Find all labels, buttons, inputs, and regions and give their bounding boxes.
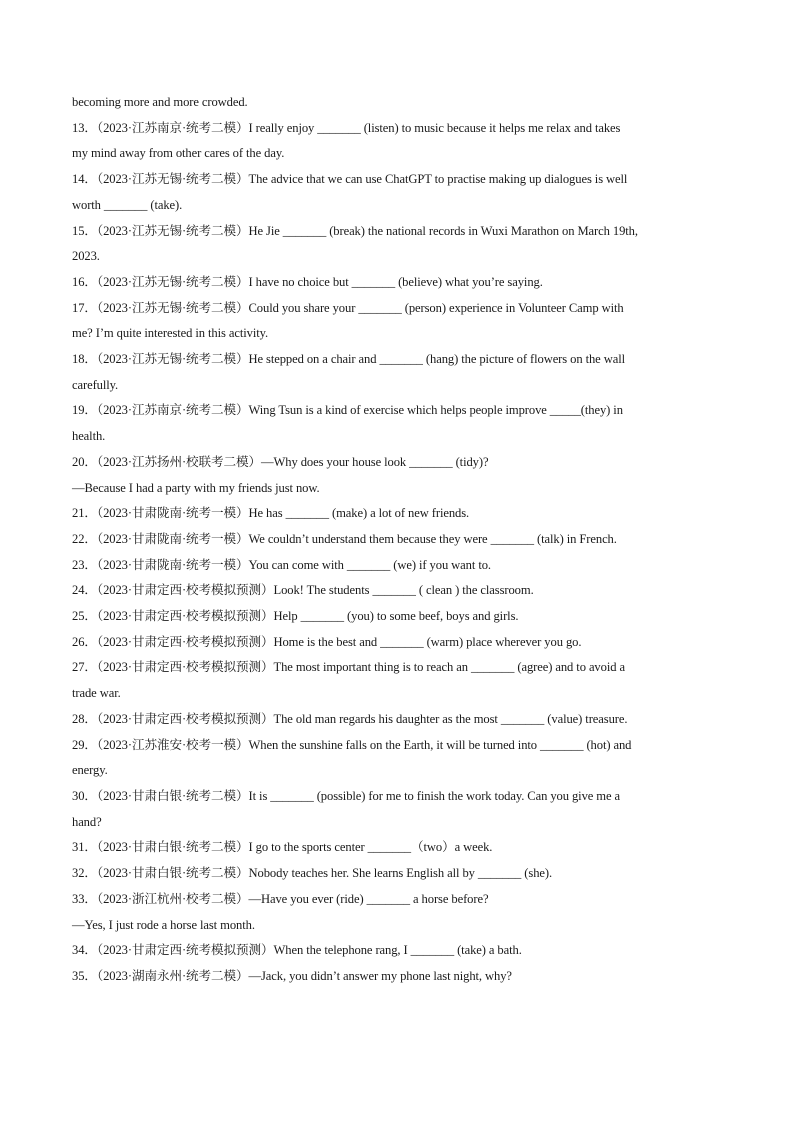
- text-line: 33．（2023·浙江杭州·校考二模）—Have you ever (ride) _______ a horse before?: [72, 891, 489, 906]
- text-line: 22．（2023·甘肃陇南·统考一模）We couldn’t understand them because they were _______ (talk) in French.: [72, 531, 617, 546]
- text-line: 23．（2023·甘肃陇南·统考一模）You can come with _______ (we) if you want to.: [72, 557, 491, 572]
- text-line: 16．（2023·江苏无锡·统考二模）I have no choice but _______ (believe) what you’re saying.: [72, 274, 543, 289]
- text-line: me? I’m quite interested in this activity.: [72, 326, 269, 341]
- text-line: carefully.: [72, 377, 119, 392]
- text-line: 20．（2023·江苏扬州·校联考二模）—Why does your house look _______ (tidy)?: [72, 454, 489, 469]
- text-line: energy.: [72, 763, 108, 778]
- text-line: 13．（2023·江苏南京·统考二模）I really enjoy _______ (listen) to music because it helps me relax and takes: [72, 120, 621, 135]
- text-line: 15．（2023·江苏无锡·统考二模）He Jie _______ (break) the national records in Wuxi Marathon on March 19th,: [72, 223, 638, 238]
- text-line: 31．（2023·甘肃白银·统考二模）I go to the sports center _______（two）a week.: [72, 840, 493, 855]
- text-line: worth _______ (take).: [72, 197, 183, 212]
- text-line: health.: [72, 429, 106, 444]
- text-line: becoming more and more crowded.: [72, 95, 248, 109]
- text-line: 18．（2023·江苏无锡·统考二模）He stepped on a chair and _______ (hang) the picture of flowers on the wall: [72, 352, 625, 367]
- text-line: 17．（2023·江苏无锡·统考二模）Could you share your _______ (person) experience in Volunteer Camp with: [72, 300, 624, 315]
- text-line: 19．（2023·江苏南京·统考二模）Wing Tsun is a kind of exercise which helps people improve _____(they) in: [72, 403, 623, 418]
- text-line: 14．（2023·江苏无锡·统考二模）The advice that we can use ChatGPT to practise making up dialogues is well: [72, 172, 628, 187]
- text-line: trade war.: [72, 686, 121, 701]
- text-line: 32．（2023·甘肃白银·统考二模）Nobody teaches her. She learns English all by _______ (she).: [72, 866, 553, 881]
- exercise-list: [72, 90, 724, 990]
- text-line: —Yes, I just rode a horse last month.: [72, 917, 255, 932]
- text-line: 2023.: [72, 249, 100, 264]
- text-line: hand?: [72, 814, 102, 829]
- text-line: 27．（2023·甘肃定西·校考模拟预测）The most important thing is to reach an _______ (agree) and to avoid a: [72, 660, 625, 675]
- text-line: 34．（2023·甘肃定西·统考模拟预测）When the telephone rang, I _______ (take) a bath.: [72, 943, 522, 958]
- text-line: 26．（2023·甘肃定西·校考模拟预测）Home is the best and _______ (warm) place wherever you go.: [72, 634, 582, 649]
- text-line: my mind away from other cares of the day.: [72, 146, 285, 161]
- text-line: 30．（2023·甘肃白银·统考二模）It is _______ (possible) for me to finish the work today. Can you give me a: [72, 788, 621, 803]
- text-line: 25．（2023·甘肃定西·校考模拟预测）Help _______ (you) to some beef, boys and girls.: [72, 609, 519, 624]
- text-line: 28．（2023·甘肃定西·校考模拟预测）The old man regards his daughter as the most _______ (value) treasure.: [72, 711, 628, 726]
- text-line: 24．（2023·甘肃定西·校考模拟预测）Look! The students _______ ( clean ) the classroom.: [72, 583, 534, 598]
- text-line: 21．（2023·甘肃陇南·统考一模）He has _______ (make) a lot of new friends.: [72, 506, 470, 521]
- text-line: 29．（2023·江苏淮安·校考一模）When the sunshine falls on the Earth, it will be turned into _______ (hot) and: [72, 737, 632, 752]
- text-line: —Because I had a party with my friends just now.: [72, 480, 320, 495]
- text-line: 35．（2023·湖南永州·统考二模）—Jack, you didn’t answer my phone last night, why?: [72, 968, 512, 983]
